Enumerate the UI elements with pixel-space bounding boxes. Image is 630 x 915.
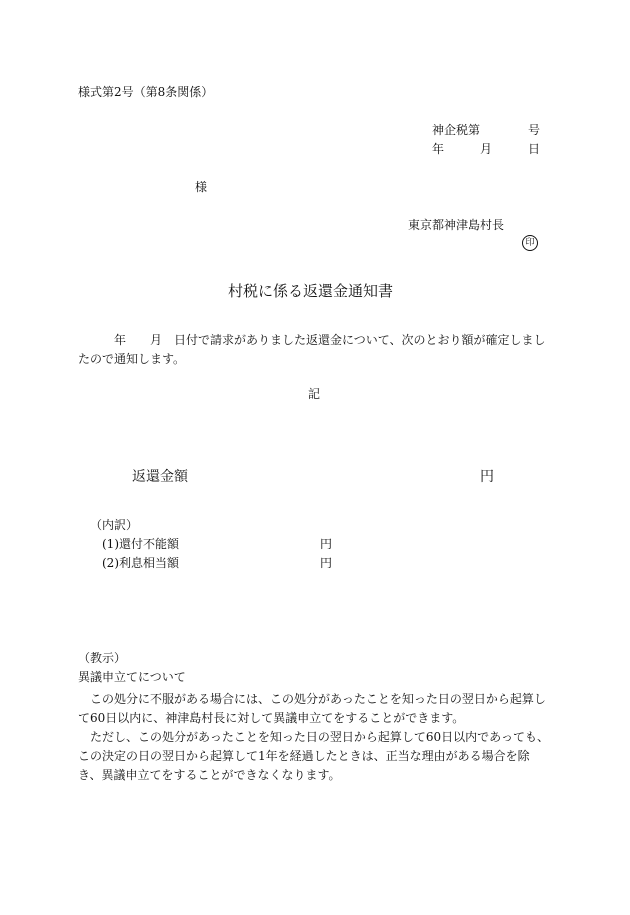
reference-prefix: 神企税第 xyxy=(432,123,481,137)
date-day-label: 日 xyxy=(528,142,541,156)
document-title: 村税に係る返還金通知書 xyxy=(228,282,394,300)
breakdown-item-unit: 円 xyxy=(320,537,333,551)
ki-marker: 記 xyxy=(308,387,321,401)
refund-amount-label: 返還金額 xyxy=(132,469,188,485)
notice-paragraph: ただし、この処分があったことを知った日の翌日から起算して60日以内であっても、この決定の日の翌日から起算して1年を経過したときは、正当な理由がある場合を除き、異議申立てをすることができなくなります。 xyxy=(78,730,550,782)
addressee-suffix: 様 xyxy=(195,180,208,194)
reference-suffix: 号 xyxy=(528,123,541,137)
body-paragraph xyxy=(78,331,552,369)
notice-subheading: 異議申立てについて xyxy=(78,670,186,684)
breakdown-item-unit: 円 xyxy=(320,556,333,570)
body-year-label: 年 xyxy=(113,333,126,347)
refund-amount-unit: 円 xyxy=(480,469,494,485)
breakdown-item-label: (2)利息相当額 xyxy=(102,556,179,570)
issuer-name: 東京都神津島村長 xyxy=(408,218,505,232)
form-number: 様式第2号（第8条関係） xyxy=(78,85,214,99)
body-month-label: 月 xyxy=(149,333,162,347)
notice-heading: （教示） xyxy=(78,651,127,665)
body-text: 日付で請求がありました返還金について、次のとおり額が確定しましたので通知します。 xyxy=(78,333,546,366)
notice-paragraph: この処分に不服がある場合には、この処分があったことを知った日の翌日から起算して60日以内に、神津島村長に対して異議申立てをすることができます。 xyxy=(78,692,546,725)
breakdown-item-label: (1)還付不能額 xyxy=(102,537,179,551)
date-year-label: 年 xyxy=(432,142,445,156)
seal-mark: 印 xyxy=(522,235,538,251)
breakdown-heading: （内訳） xyxy=(90,518,139,532)
date-month-label: 月 xyxy=(480,142,493,156)
